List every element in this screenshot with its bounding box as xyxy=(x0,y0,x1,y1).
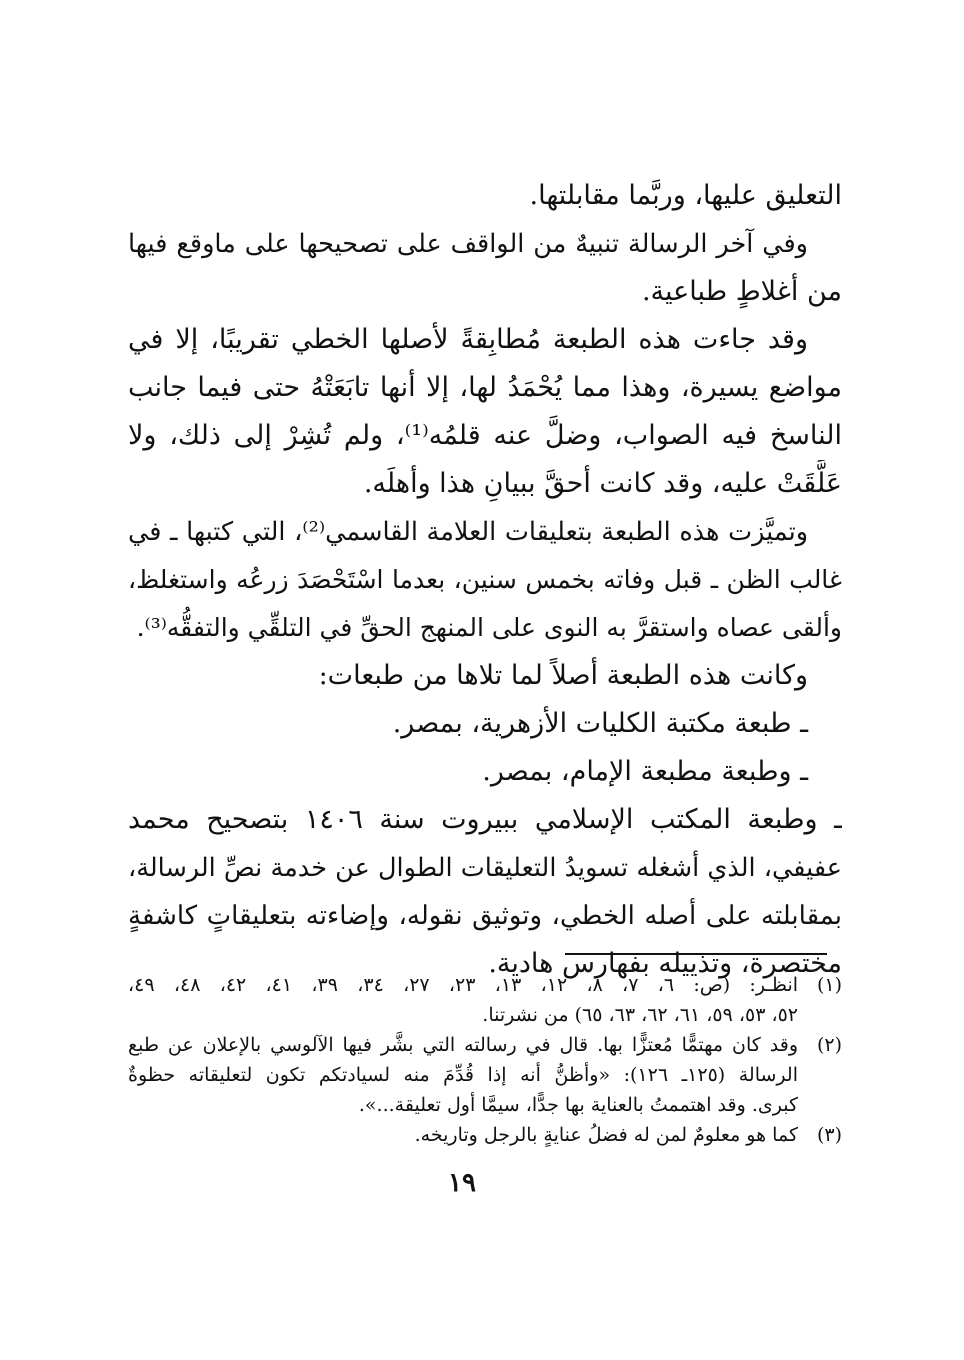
body-text xyxy=(128,172,842,988)
body-line: عفيفي، الذي أشغله تسويدُ التعليقات الطوال عن خدمة نصِّ الرسالة، xyxy=(128,853,842,883)
footnote-line xyxy=(128,970,842,1000)
footnote-text: كما هو معلومٌ لمن له فضلُ عنايةٍ بالرجل وتاريخه. xyxy=(414,1124,798,1146)
footnote-separator xyxy=(565,953,827,955)
body-line: التعليق عليها، وربَّما مقابلتها. xyxy=(529,180,842,211)
body-line: ـ وطبعة المكتب الإسلامي ببيروت سنة ١٤٠٦ بتصحيح محمد xyxy=(128,804,842,835)
footnote-line xyxy=(128,1060,842,1090)
body-line: مختصرة، وتذييله بفهارس هادية. xyxy=(488,948,842,979)
footnote-number: (١) xyxy=(816,974,842,996)
body-line: وفي آخر الرسالة تنبيهٌ من الواقف على تصحيحها على ماوقع فيها xyxy=(128,229,808,259)
footnote-line xyxy=(128,1000,842,1030)
body-line: بمقابلته على أصله الخطي، وتوثيق نقوله، وإضاءته بتعليقاتٍ كاشفةٍ xyxy=(128,901,842,931)
body-line: وتميَّزت هذه الطبعة بتعليقات العلامة القاسمي⁽²⁾، التي كتبها ـ في xyxy=(128,517,809,547)
footnote-line xyxy=(128,1030,842,1060)
body-line: ـ وطبعة مطبعة الإمام، بمصر. xyxy=(482,756,808,787)
footnote-number: (٣) xyxy=(816,1124,842,1146)
footnote-text: ٥٢، ٥٣، ٥٩، ٦١، ٦٢، ٦٣، ٦٥) من نشرتنا. xyxy=(482,1004,798,1026)
body-line: وقد جاءت هذه الطبعة مُطابِقةً لأصلها الخطي تقريبًا، إلا في xyxy=(128,324,808,355)
footnote-number: (٢) xyxy=(816,1034,842,1056)
body-line: الناسخ فيه الصواب، وضلَّ عنه قلمُه⁽¹⁾، ولم تُشِرْ إلى ذلك، ولا xyxy=(128,420,842,451)
page-number: ١٩ xyxy=(448,1168,476,1198)
footnote-text: انظـر: (ص: ٦، ٧، ٨، ١٢، ١٣، ٢٣، ٢٧، ٣٤، ٣٩، ٤١، ٤٢، ٤٨، ٤٩، xyxy=(128,974,799,996)
footnote-text: وقد كان مهتمًّا مُعتزًّا بها. قال في رسالته التي بشَّر فيها الآلوسي بالإعلان عن طبع xyxy=(128,1034,798,1056)
footnote-line xyxy=(128,1120,842,1150)
footnote-text: كبرى. وقد اهتممتُ بالعناية بها جدًّا، سيمَّا أول تعليقة...». xyxy=(358,1094,798,1116)
body-line: غالب الظن ـ قبل وفاته بخمس سنين، بعدما اسْتَحْصَدَ زرعُه واستغلظ، xyxy=(128,565,842,594)
body-line: وألقى عصاه واستقرَّ به النوى على المنهج الحقِّ في التلقِّي والتفقُّه⁽³⁾. xyxy=(136,613,842,642)
footnotes xyxy=(128,970,842,1150)
footnote-line xyxy=(128,1090,842,1120)
body-line: من أغلاطٍ طباعية. xyxy=(641,276,842,307)
body-line: عَلَّقَتْ عليه، وقد كانت أحقَّ ببيانِ هذا وأهلَه. xyxy=(363,468,842,499)
footnote-text: الرسالة (١٢٥ـ ١٢٦): «وأظنُّ أنه إذا قُدِّمَ منه لسيادتكم تكون لتعليقاته حظوةٌ xyxy=(128,1064,798,1086)
body-line: وكانت هذه الطبعة أصلاً لما تلاها من طبعات: xyxy=(318,660,808,691)
body-line: ـ طبعة مكتبة الكليات الأزهرية، بمصر. xyxy=(392,708,808,739)
body-line: مواضع يسيرة، وهذا مما يُحْمَدُ لها، إلا أنها تابَعَتْهُ حتى فيما جانب xyxy=(128,372,842,403)
